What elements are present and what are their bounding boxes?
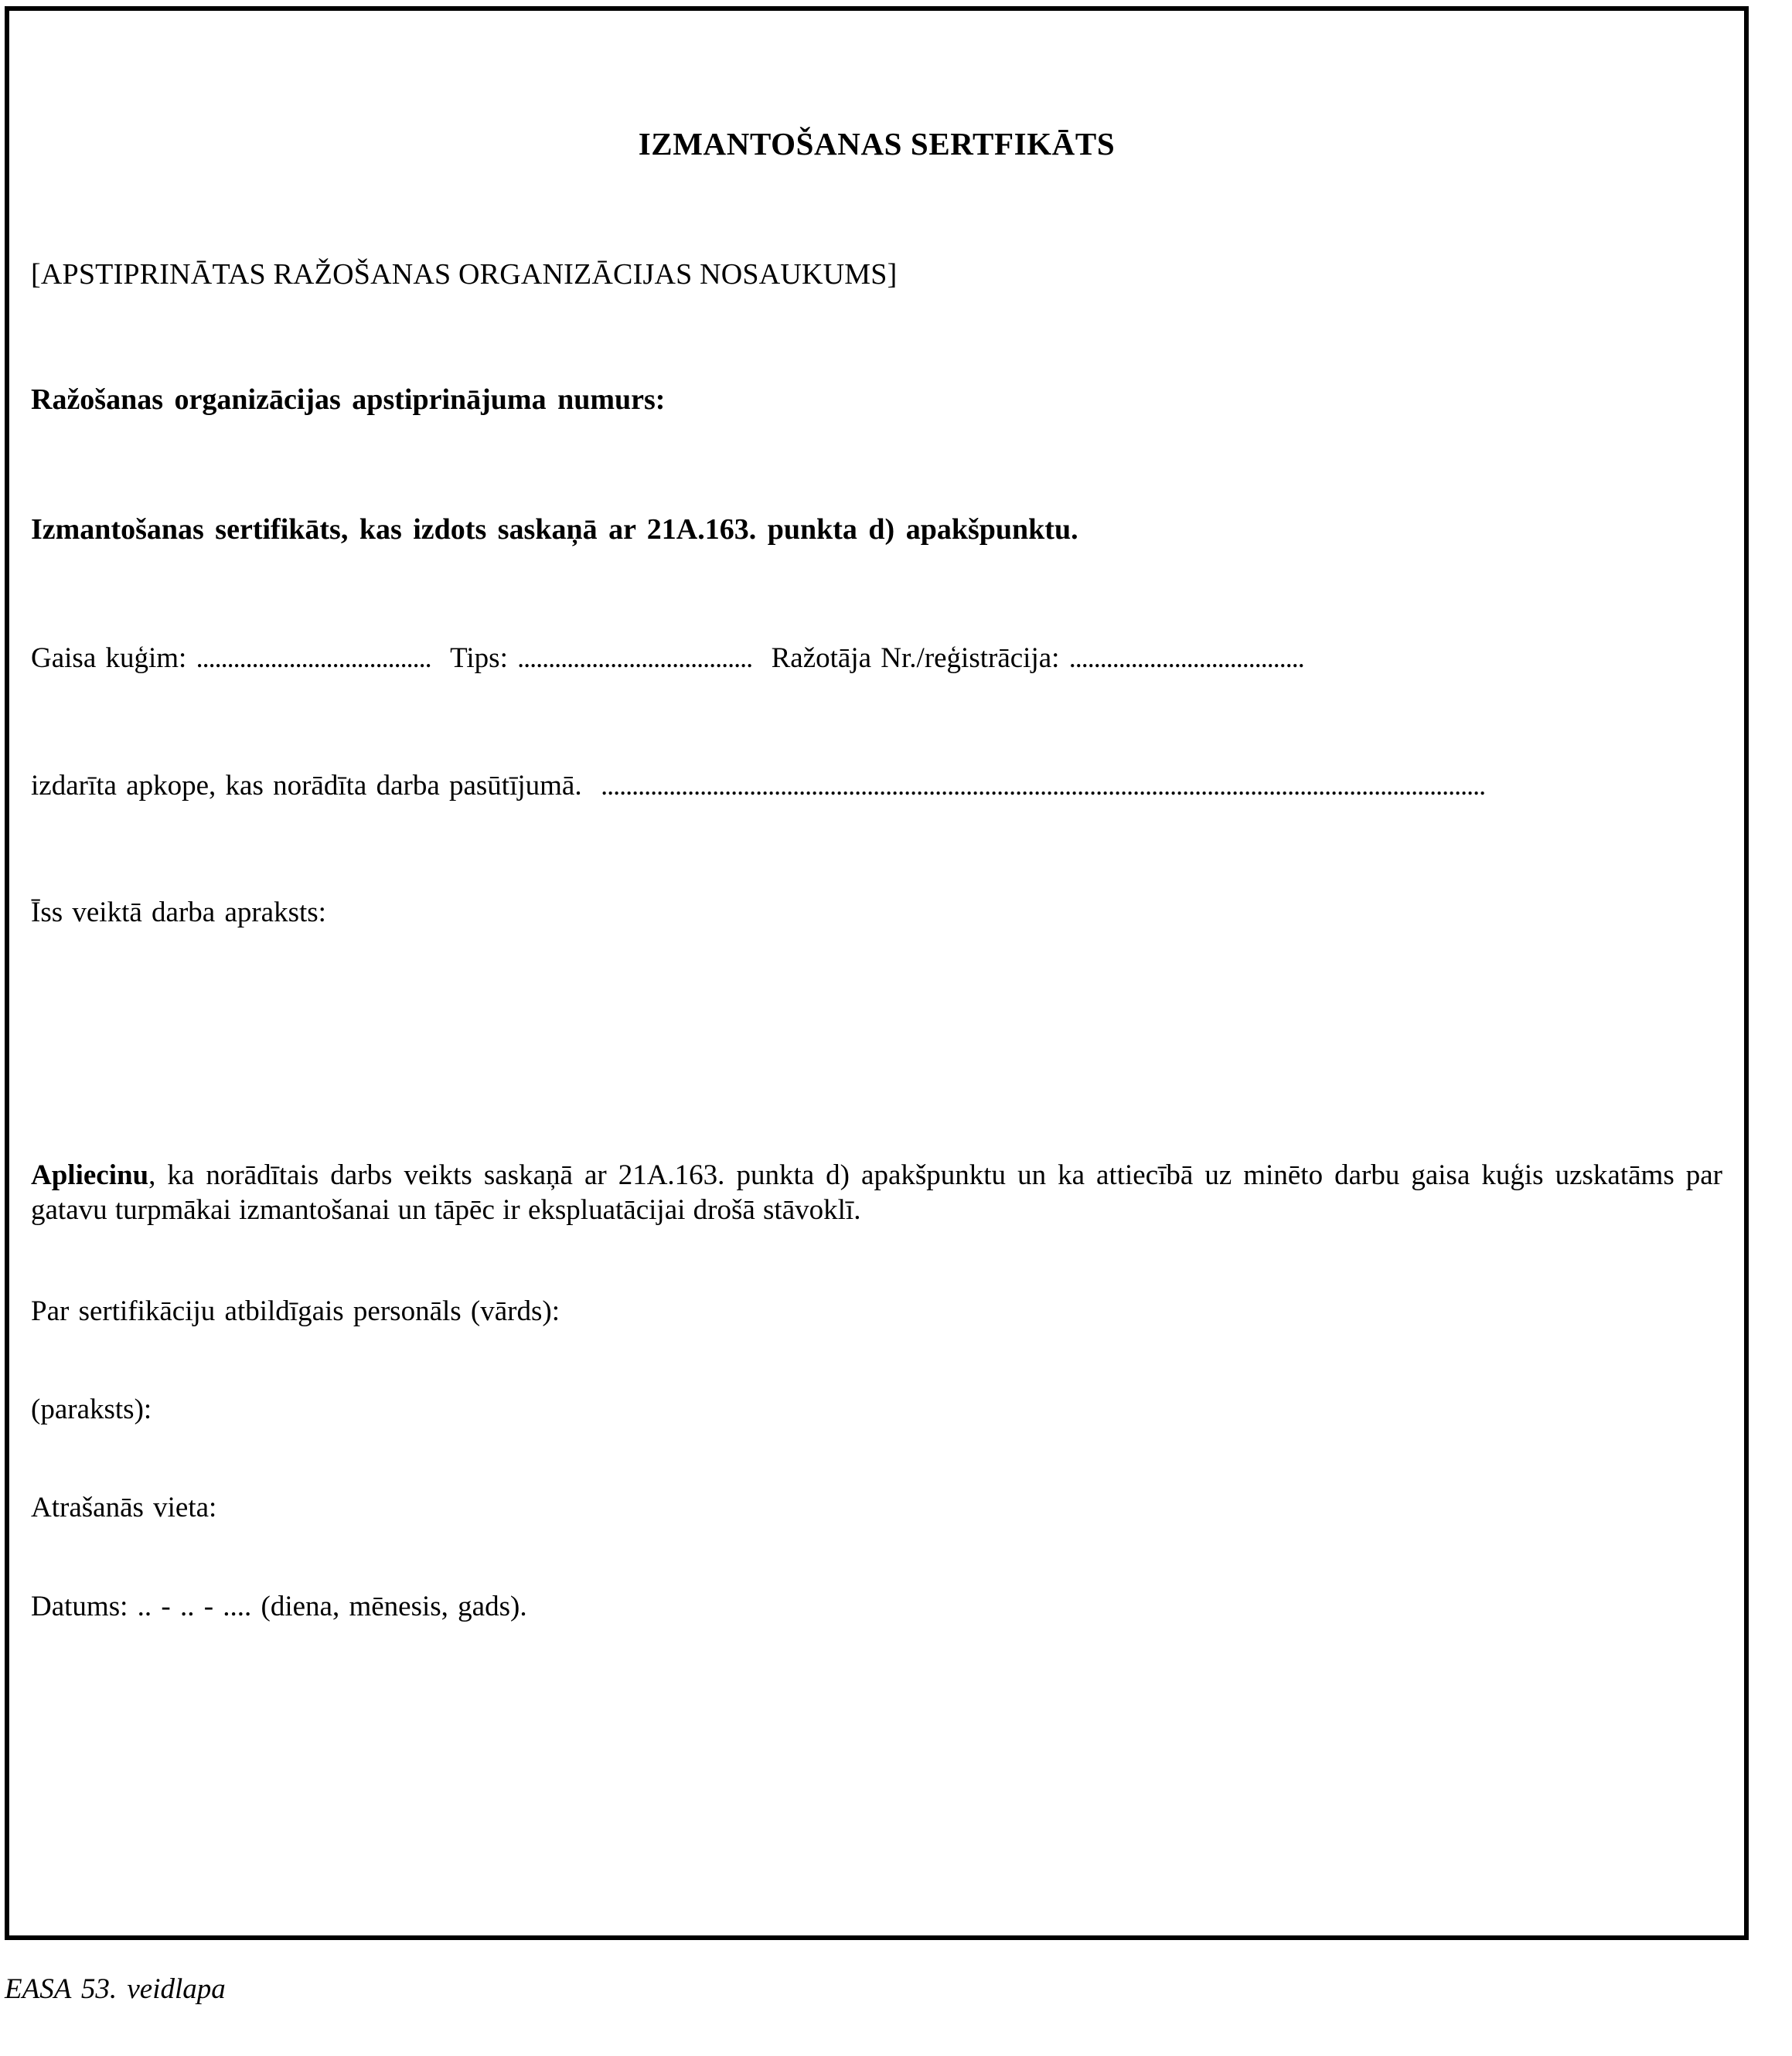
- form-footer: EASA 53. veidlapa: [5, 1973, 226, 2005]
- certificate-border-frame: [5, 6, 1749, 1940]
- aircraft-type-value-dots[interactable]: ......................................: [517, 642, 753, 674]
- manufacturer-number-value-dots[interactable]: ......................................: [1068, 642, 1304, 674]
- page-title: IZMANTOŠANAS SERTFIKĀTS: [638, 126, 1116, 162]
- manufacturer-number-label: Ražotāja Nr./reģistrācija:: [771, 642, 1060, 675]
- approval-number-label: Ražošanas organizācijas apstiprinājuma numurs:: [31, 383, 666, 416]
- attestation-paragraph: [31, 930, 1722, 1227]
- work-description-label: Īss veiktā darba apraksts:: [31, 896, 326, 928]
- date-label: Datums: .. - .. - .... (diena, mēnesis, gads).: [31, 1590, 527, 1622]
- location-label: Atrašanās vieta:: [31, 1492, 217, 1524]
- certificate-content-area: [31, 11, 1722, 1935]
- aircraft-value-dots[interactable]: ......................................: [196, 642, 431, 674]
- maintenance-statement-text: izdarīta apkope, kas norādīta darba pasūtījumā.: [31, 769, 582, 802]
- aircraft-type-label: Tips:: [450, 642, 508, 675]
- maintenance-statement-dots[interactable]: ...............................................................................................................................................: [601, 769, 1486, 801]
- organisation-name-placeholder: [APSTIPRINĀTAS RAŽOŠANAS ORGANIZĀCIJAS NOSAUKUMS]: [31, 258, 898, 291]
- aircraft-field-row: [31, 547, 1722, 676]
- attestation-lead-word: Apliecinu: [31, 1159, 149, 1192]
- aircraft-label: Gaisa kuģim:: [31, 642, 187, 675]
- maintenance-statement-row: [31, 676, 1722, 803]
- issued-under-label: Izmantošanas sertifikāts, kas izdots saskaņā ar 21A.163. punkta d) apakšpunktu.: [31, 513, 1078, 546]
- attestation-body-text: , ka norādītais darbs veikts saskaņā ar 21A.163. punkta d) apakšpunktu un ka attiecībā uz minēto darbu gaisa kuģis uzskatāms par gatavu turpmākai izmantošanai un tāpēc ir ekspluatācijai drošā stāvoklī.: [31, 1159, 1722, 1227]
- signature-label: (paraksts):: [31, 1393, 152, 1425]
- certifying-staff-label: Par sertifikāciju atbildīgais personāls (vārds):: [31, 1295, 560, 1327]
